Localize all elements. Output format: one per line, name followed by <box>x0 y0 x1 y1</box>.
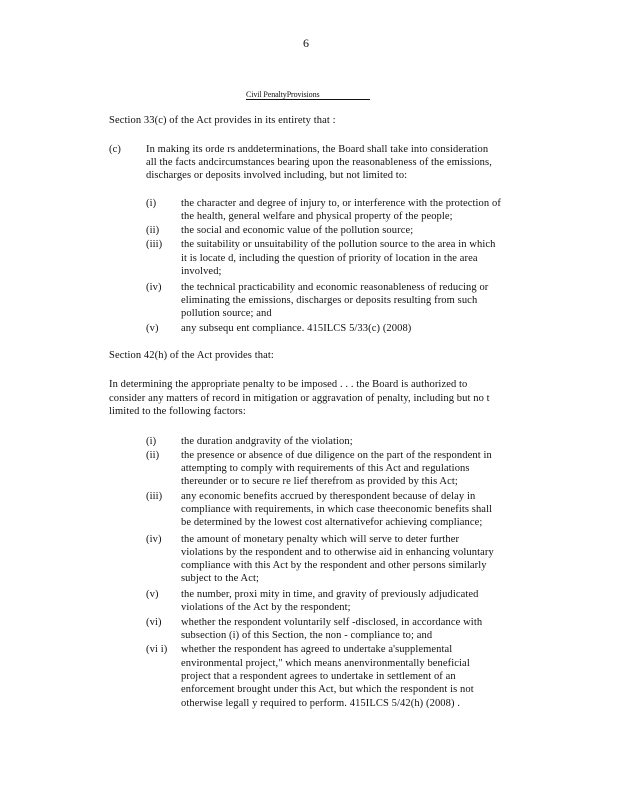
list-item-number: (iv) <box>146 282 162 293</box>
subsection-c-text-line: all the facts andcircumstances bearing upon the reasonableness of the emissions, <box>146 157 492 168</box>
section-33c-intro: Section 33(c) of the Act provides in its entirety that : <box>109 115 336 126</box>
heading-underline <box>246 99 370 100</box>
list-item-number: (ii) <box>146 450 160 461</box>
list-item-text-line: it is locate d, including the question of priority of location in the area <box>181 253 478 264</box>
list-item-number: (iii) <box>146 239 163 250</box>
list-item-text-line: the duration andgravity of the violation; <box>181 436 353 447</box>
page-number: 6 <box>303 36 309 50</box>
list-item-text-line: thereunder or to secure re lief therefrom as provided by this Act; <box>181 476 458 487</box>
section-heading: Civil PenaltyProvisions <box>246 90 320 99</box>
list-item-number: (ii) <box>146 225 160 236</box>
section-42h-intro: Section 42(h) of the Act provides that: <box>109 350 274 361</box>
list-item-text-line: environmental project," which means anenvironmentally beneficial <box>181 658 470 669</box>
list-item-text-line: be determined by the lowest cost alternativefor achieving compliance; <box>181 517 483 528</box>
list-item-text-line: compliance with requirements, in which case theeconomic benefits shall <box>181 504 493 515</box>
list-item-number: (v) <box>146 323 159 334</box>
section-42h-text-line: In determining the appropriate penalty to be imposed . . . the Board is authorized to <box>109 379 468 390</box>
list-item-number: (vi i) <box>146 644 168 655</box>
list-item-number: (v) <box>146 589 159 600</box>
list-item-text-line: otherwise legall y required to perform. 415ILCS 5/42(h) (2008) . <box>181 698 461 709</box>
subsection-c-text-line: discharges or deposits involved including, but not limited to: <box>146 170 408 181</box>
list-item-text-line: the amount of monetary penalty which will serve to deter further <box>181 534 460 545</box>
list-item-text-line: the number, proxi mity in time, and gravity of previously adjudicated <box>181 589 479 600</box>
list-item-number: (vi) <box>146 617 162 628</box>
list-item-text-line: the presence or absence of due diligence on the part of the respondent in <box>181 450 492 461</box>
list-item-text-line: compliance with this Act by the respondent and other persons similarly <box>181 560 487 571</box>
list-item-text-line: whether the respondent voluntarily self -disclosed, in accordance with <box>181 617 483 628</box>
list-item-text-line: involved; <box>181 266 222 277</box>
subsection-c-text-line: In making its orde rs anddeterminations, the Board shall take into consideration <box>146 144 489 155</box>
list-item-number: (i) <box>146 436 157 447</box>
list-item-text-line: any subsequ ent compliance. 415ILCS 5/33(c) (2008) <box>181 323 412 334</box>
list-item-text-line: the character and degree of injury to, or interference with the protection of <box>181 198 501 209</box>
list-item-text-line: enforcement brought under this Act, but which the respondent is not <box>181 684 474 695</box>
list-item-text-line: attempting to comply with requirements of this Act and regulations <box>181 463 470 474</box>
list-item-number: (i) <box>146 198 157 209</box>
list-item-text-line: whether the respondent has agreed to undertake a'supplemental <box>181 644 453 655</box>
list-item-number: (iv) <box>146 534 162 545</box>
section-42h-text-line: consider any matters of record in mitigation or aggravation of penalty, including but no t <box>109 393 490 404</box>
subsection-c-label: (c) <box>109 144 121 155</box>
list-item-text-line: violations of the Act by the respondent; <box>181 602 351 613</box>
list-item-text-line: any economic benefits accrued by therespondent because of delay in <box>181 491 476 502</box>
list-item-text-line: project that a respondent agrees to undertake in settlement of an <box>181 671 456 682</box>
list-item-text-line: subsection (i) of this Section, the non - compliance to; and <box>181 630 433 641</box>
section-42h-text-line: limited to the following factors: <box>109 406 246 417</box>
list-item-number: (iii) <box>146 491 163 502</box>
list-item-text-line: subject to the Act; <box>181 573 260 584</box>
list-item-text-line: the health, general welfare and physical property of the people; <box>181 211 453 222</box>
list-item-text-line: the social and economic value of the pollution source; <box>181 225 414 236</box>
list-item-text-line: eliminating the emissions, discharges or deposits resulting from such <box>181 295 478 306</box>
list-item-text-line: the suitability or unsuitability of the pollution source to the area in which <box>181 239 496 250</box>
list-item-text-line: the technical practicability and economic reasonableness of reducing or <box>181 282 489 293</box>
list-item-text-line: pollution source; and <box>181 308 272 319</box>
list-item-text-line: violations by the respondent and to otherwise aid in enhancing voluntary <box>181 547 494 558</box>
